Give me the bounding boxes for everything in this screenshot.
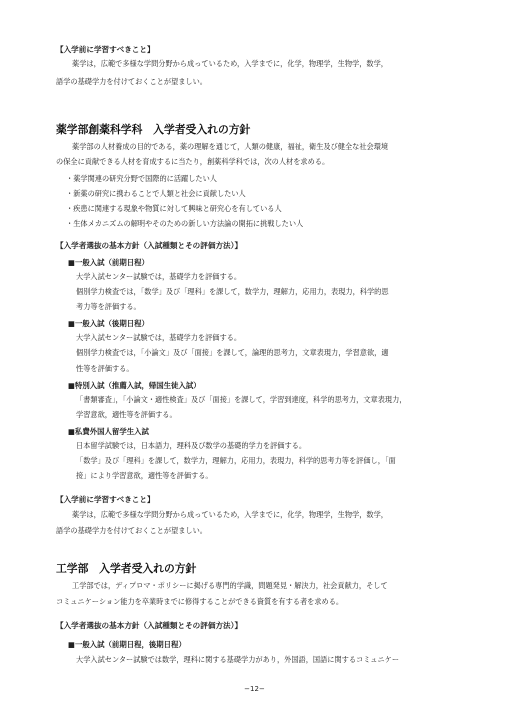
exam-line: 日本留学試験では，日本語力，理科及び数学の基礎的学力を評価する。 [76, 441, 307, 450]
paragraph-line: 薬学は，広範で多様な学問分野から成っているため，入学までに，化学，物理学，生物学，数学， [72, 59, 388, 68]
section-title-engineering: 工学部 入学者受入れの方針 [56, 562, 197, 575]
exam-title: ■一般入試（前期日程，後期日程） [68, 640, 186, 649]
exam-title: ■特別入試（推薦入試，帰国生徒入試） [68, 381, 201, 390]
exam-line: 「書類審査」，「小論文・適性検査」及び「面接」を課して，学習到達度，科学的思考力，文章表現力， [76, 395, 407, 404]
exam-line: 大学入試センター試験では数学，理科に関する基礎学力があり，外国語，国語に関するコミュニケー [76, 655, 400, 664]
paragraph-line: の保全に貢献できる人材を育成するに当たり，創薬科学科では，次の人材を求める。 [56, 157, 330, 166]
section-title-pharma: 薬学部創薬科学科 入学者受入れの方針 [56, 123, 251, 136]
exam-title: ■私費外国人留学生入試 [68, 427, 149, 436]
paragraph-line: 工学部では，ディプロマ・ポリシーに掲げる専門的学識，問題発見・解決力，社会貢献力，そして [72, 581, 388, 590]
exam-line: 性等を評価する。 [76, 364, 134, 373]
paragraph-line: 薬学部の人材養成の目的である，薬の理解を通じて，人類の健康，福祉，衛生及び健全な社会環境 [72, 142, 389, 151]
exam-line: 接」により学習意欲，適性等を評価する。 [76, 471, 213, 480]
exam-line: 学習意欲，適性等を評価する。 [76, 410, 177, 419]
exam-line: 大学入試センター試験では，基礎学力を評価する。 [76, 333, 242, 342]
exam-title: ■一般入試（前期日程） [68, 258, 149, 267]
paragraph-line: 語学の基礎学力を付けておくことが望ましい。 [56, 77, 207, 86]
exam-line: 個別学力検査では，「数学」及び「理科」を課して，数学力，理解力，応用力，表現力，科学的思 [76, 287, 389, 296]
exam-line: 「数学」及び「理科」を課して，数学力，理解力，応用力，表現力，科学的思考力等を評価し，「面 [76, 456, 396, 465]
policy-heading: 【入学者選抜の基本方針（入試種類とその評価方法）】 [56, 621, 243, 630]
page-number: −12− [244, 685, 265, 693]
exam-line: 考力等を評価する。 [76, 302, 141, 311]
paragraph-line: 薬学は，広範で多様な学問分野から成っているため，入学までに，化学，物理学，生物学，数学， [72, 510, 388, 519]
exam-title: ■一般入試（後期日程） [68, 319, 149, 328]
bullet-item: ・新薬の研究に携わることで人類と社会に貢献したい人 [66, 189, 246, 198]
section-heading-prestudy: 【入学前に学習すべきこと】 [56, 45, 155, 54]
exam-line: 個別学力検査では，「小論文」及び「面接」を課して，論理的思考力，文章表現力，学習意欲，適 [76, 348, 389, 357]
policy-heading: 【入学者選抜の基本方針（入試種類とその評価方法）】 [56, 241, 243, 250]
section-heading-prestudy: 【入学前に学習すべきこと】 [56, 495, 155, 504]
bullet-item: ・生体メカニズムの解明やそのための新しい方法論の開拓に挑戦したい人 [66, 219, 304, 228]
paragraph-line: 語学の基礎学力を付けておくことが望ましい。 [56, 526, 207, 535]
paragraph-line: コミュニケーション能力を卒業時までに修得することができる資質を有する者を求める。 [56, 597, 344, 606]
exam-line: 大学入試センター試験では，基礎学力を評価する。 [76, 272, 242, 281]
bullet-item: ・疾患に関連する現象や物質に対して興味と研究心を有している人 [66, 204, 282, 213]
bullet-item: ・薬学関連の研究分野で国際的に活躍したい人 [66, 174, 217, 183]
